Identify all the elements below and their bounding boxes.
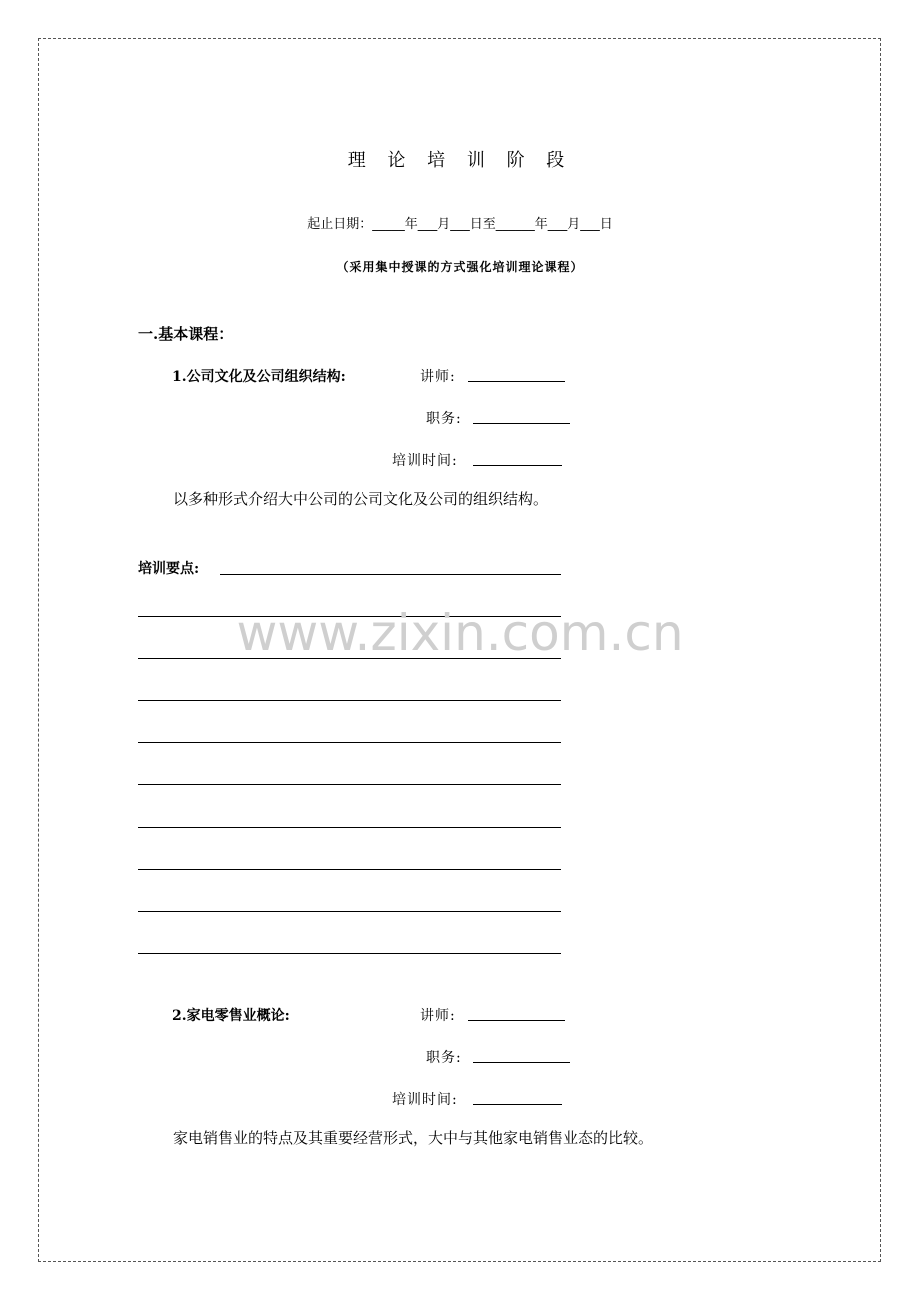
course-2-title: 2.家电零售业概论: [172,1008,290,1024]
section-heading: 一.基本课程： [138,325,234,343]
key-points-line[interactable] [138,700,561,701]
course-2-lecturer-blank[interactable] [468,1020,565,1021]
course-1-description: 以多种形式介绍大中公司的公司文化及公司的组织结构。 [173,490,549,508]
key-points-line[interactable] [138,742,561,743]
key-points-line[interactable] [138,953,561,954]
course-1-lecturer-blank[interactable] [468,381,565,382]
course-2-description: 家电销售业的特点及其重要经营形式，大中与其他家电销售业态的比较。 [173,1129,654,1147]
course-1-title: 1.公司文化及公司组织结构: [172,369,346,385]
course-1-position-blank[interactable] [473,423,570,424]
course-2-lecturer-label: 讲师: [420,1008,456,1024]
course-1-time-blank[interactable] [473,465,562,466]
course-1-lecturer-label: 讲师: [420,369,456,385]
course-1-time-label: 培训时间: [392,453,458,469]
watermark: www.zixin.com.cn [236,604,684,662]
date-range-line: 起止日期：_____年___月___日至______年___月___日 [307,217,613,232]
key-points-line[interactable] [138,784,561,785]
page-title: 理 论 培 训 阶 段 [347,150,573,171]
key-points-line[interactable] [138,869,561,870]
key-points-label: 培训要点: [138,561,200,577]
key-points-line[interactable] [138,911,561,912]
course-2-time-label: 培训时间: [392,1092,458,1108]
course-2-time-blank[interactable] [473,1104,562,1105]
course-1-position-label: 职务: [426,411,462,427]
course-note: （采用集中授课的方式强化培训理论课程） [336,260,584,274]
course-2-position-label: 职务: [426,1050,462,1066]
key-points-line[interactable] [220,574,561,575]
course-2-position-blank[interactable] [473,1062,570,1063]
key-points-line[interactable] [138,827,561,828]
